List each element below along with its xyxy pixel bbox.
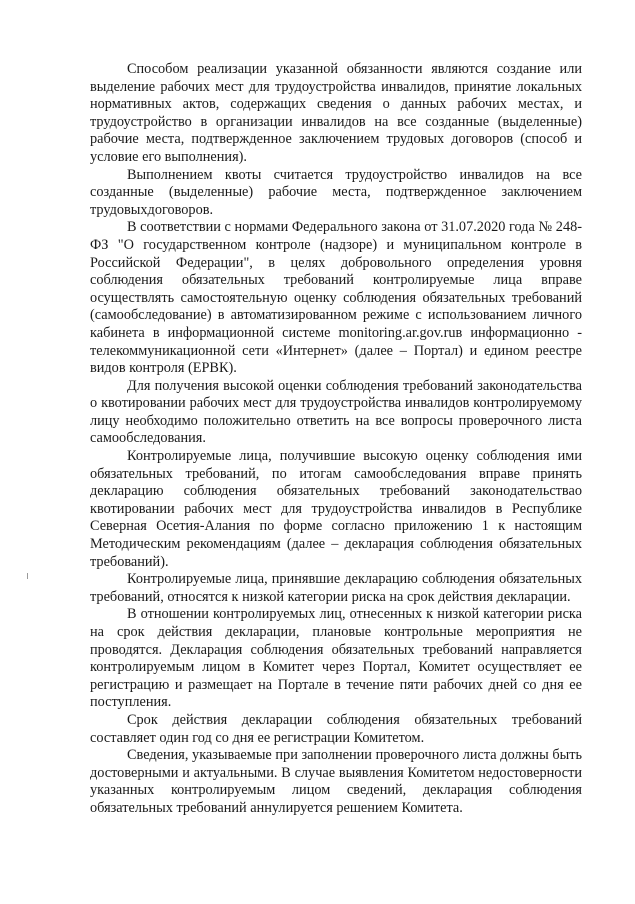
paragraph-low-risk: Контролируемые лица, принявшие декларацию соблюдения обязательных требований, относятся к низкой категории риска на срок действия декларации. bbox=[90, 571, 582, 605]
paragraph-inspections: В отношении контролируемых лиц, отнесенных к низкой категории риска на срок действия декларации, плановые контрольные мероприятия не проводятся. Декларация соблюдения обязательных требований направляется контролируемым лицом в Комитет через Портал, Комитет осуществляет ее регистрацию и размещает на Портале в течение пяти рабочих дней со дня ее поступления. bbox=[90, 606, 582, 711]
paragraph-high-score: Для получения высокой оценки соблюдения требований законодательства о квотировании рабочих мест для трудоустройства инвалидов контролируемому лицу необходимо положительно ответить на все вопросы проверочного листа самообследования. bbox=[90, 377, 582, 447]
paragraph-implementation-method: Способом реализации указанной обязанности являются создание или выделение рабочих мест для трудоустройства инвалидов, принятие локальных нормативных актов, содержащих сведения о данных рабочих местах, и трудоустройство в организации инвалидов на все созданные (выделенные) рабочие места, подтвержденное заключением трудовых договоров (способ и условие его выполнения). bbox=[90, 61, 582, 165]
scan-margin-mark bbox=[27, 573, 28, 579]
paragraph-quota-fulfillment: Выполнением квоты считается трудоустройство инвалидов на все созданные (выделенные) рабочие места, подтвержденное заключением трудовыхдоговоров. bbox=[90, 166, 582, 218]
paragraph-accuracy: Сведения, указываемые при заполнении проверочного листа должны быть достоверными и актуальными. В случае выявления Комитетом недостоверности указанных контролируемым лицом сведений, декларация соблюдения обязательных требований аннулируется решением Комитета. bbox=[90, 747, 582, 816]
paragraph-validity: Срок действия декларации соблюдения обязательных требований составляет один год со дня ее регистрации Комитетом. bbox=[90, 711, 582, 746]
document-body bbox=[90, 61, 582, 818]
paragraph-declaration: Контролируемые лица, получившие высокую оценку соблюдения ими обязательных требований, по итогам самообследования вправе принять декларацию соблюдения обязательных требований законодательствао квотировании рабочих мест для трудоустройства инвалидов в Республике Северная Осетия-Алания по форме согласно приложению 1 к настоящим Методическим рекомендациям (далее – декларация соблюдения обязательных требований). bbox=[90, 448, 582, 570]
paragraph-federal-law: В соответствии с нормами Федерального закона от 31.07.2020 года № 248-ФЗ "О государственном контроле (надзоре) и муниципальном контроле в Российской Федерации", в целях добровольного определения уровня соблюдения обязательных требований контролируемые лица вправе осуществлять самостоятельную оценку соблюдения обязательных требований (самообследование) в автоматизированном режиме с использованием личного кабинета в информационной системе monitoring.ar.gov.ruв информационно - телекоммуникационной сети «Интернет» (далее – Портал) и едином реестре видов контроля (ЕРВК). bbox=[90, 219, 582, 377]
